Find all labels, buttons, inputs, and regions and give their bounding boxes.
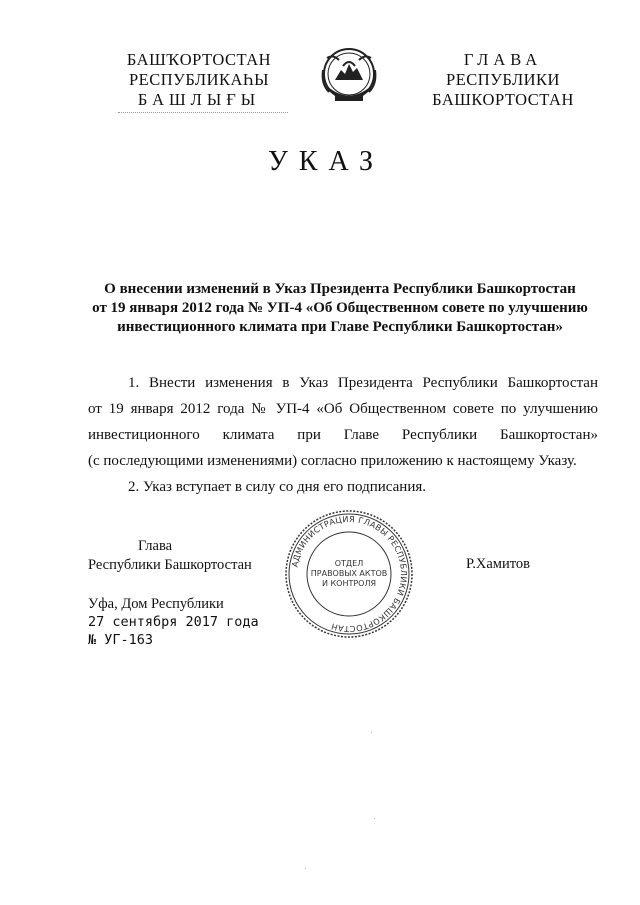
p1-line-2: от 19 января 2012 года № УП-4 «Об Общественном совете по улучшению	[88, 401, 598, 417]
scan-speck	[371, 732, 372, 733]
document-number: № УГ-163	[88, 632, 154, 648]
document-title	[70, 280, 610, 337]
header-left-block	[104, 50, 294, 110]
date-line: 27 сентября 2017 года	[88, 614, 259, 630]
title-line-1: О внесении изменений в Указ Президента Республики Башкортостан	[104, 281, 576, 297]
signer-title	[88, 537, 268, 575]
title-line-2: от 19 января 2012 года № УП-4 «Об Общественном совете по улучшению	[92, 300, 588, 316]
seal-center-line-3: И КОНТРОЛЯ	[321, 579, 377, 588]
header-right-line-2: РЕСПУБЛИКИ	[446, 70, 560, 89]
title-line-3: инвестиционного климата при Главе Республики Башкортостан»	[117, 319, 563, 335]
place-date-block	[88, 595, 259, 649]
seal-ring-text: АДМИНИСТРАЦИЯ ГЛАВЫ РЕСПУБЛИКИ БАШКОРТОСТАН	[289, 513, 410, 635]
header-right-block	[418, 50, 588, 110]
seal-center-line-1: ОТДЕЛ	[334, 559, 364, 568]
body-paragraph-2	[88, 474, 598, 500]
body-paragraph-1	[88, 370, 598, 474]
header-left-line-3: БАШЛЫҒЫ	[137, 90, 261, 109]
header-left-line-2: РЕСПУБЛИКАҺЫ	[128, 70, 270, 89]
bashkortostan-emblem-icon	[313, 40, 385, 112]
header-right-line-3: БАШКОРТОСТАН	[432, 90, 574, 109]
scan-speck	[374, 818, 375, 819]
p1-line-3: инвестиционного климата при Главе Республики Башкортостан»	[88, 427, 598, 443]
header-right-line-1: ГЛАВА	[463, 50, 543, 69]
signer-title-line-2: Республики Башкортостан	[88, 557, 252, 573]
seal-center-line-2: ПРАВОВЫХ АКТОВ	[310, 569, 388, 578]
place-line: Уфа, Дом Республики	[88, 596, 224, 612]
document-type-heading: УКАЗ	[267, 146, 385, 177]
header-left-line-1: БАШҠОРТОСТАН	[126, 50, 272, 69]
signer-name: Р.Хамитов	[466, 556, 530, 572]
p2-line: 2. Указ вступает в силу со дня его подписания.	[128, 479, 426, 495]
p1-line-4: (с последующими изменениями) согласно приложению к настоящему Указу.	[88, 453, 577, 469]
p1-line-1: 1. Внести изменения в Указ Президента Республики Башкортостан	[128, 375, 598, 391]
signer-title-line-1: Глава	[138, 538, 173, 554]
official-seal	[283, 508, 415, 640]
scan-speck	[305, 868, 306, 869]
header-divider	[118, 112, 288, 113]
